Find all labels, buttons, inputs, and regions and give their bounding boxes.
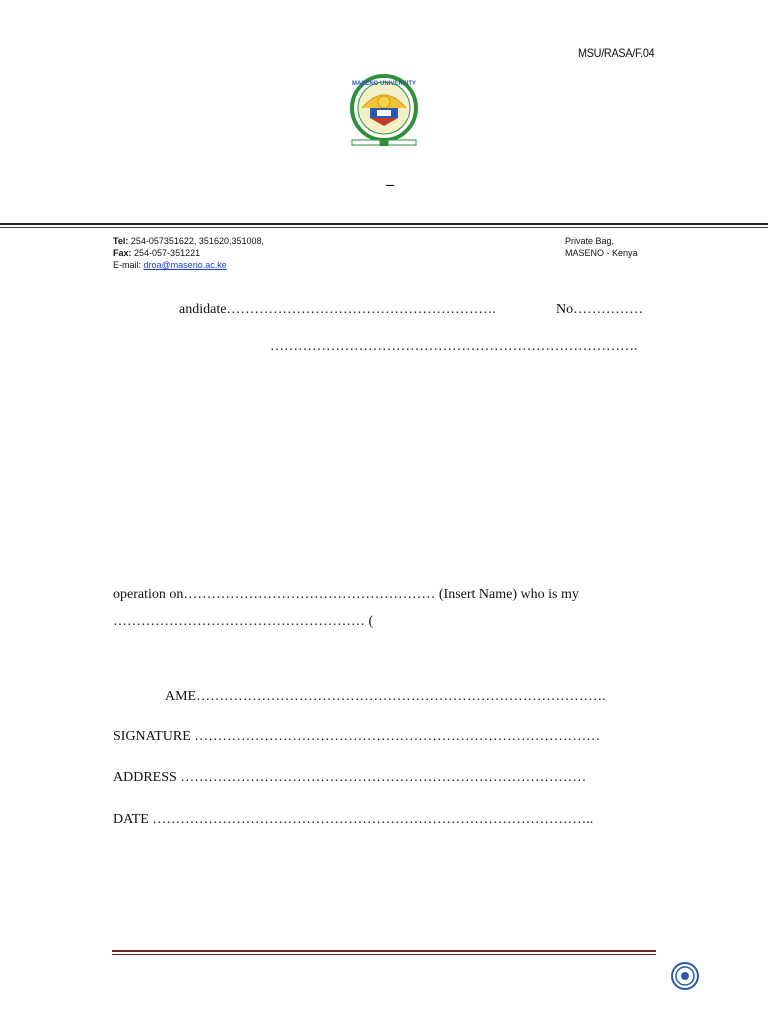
candidate-number-field[interactable]: No…………… [556,302,644,317]
footer-rule [112,950,656,952]
address-line-1: Private Bag, [565,236,615,246]
address-line-2: MASENO - Kenya [565,248,638,258]
operation-line[interactable]: operation on……………………………………………… (Insert Name) who is my [113,587,579,602]
email-line: E-mail: droa@maseno.ac.ke [113,260,227,270]
footer-seal-icon [671,962,699,990]
candidate-field[interactable]: andidate…………………………………………………. [179,302,496,317]
title-dash: – [386,176,394,193]
contact-block [113,235,264,271]
email-link[interactable]: droa@maseno.ac.ke [143,260,227,270]
name-field[interactable]: AME……………………………………………………………………………. [165,689,606,704]
form-code: MSU/RASA/F.04 [578,46,655,60]
tel-line: Tel: 254-057351622, 351620,351008, [113,236,264,246]
date-field[interactable]: DATE ………………………………………………………………………………….. [113,812,594,827]
footer-rule-thin [112,954,656,955]
fax-line: Fax: 254-057-351221 [113,248,201,258]
header-rule [0,223,768,225]
header-rule-thin [0,227,768,228]
logo-text: MASENO UNIVERSITY [351,81,417,87]
signature-field[interactable]: SIGNATURE …………………………………………………………………………… [113,729,601,744]
second-line-field[interactable]: ……………………………………………………………………. [270,339,638,354]
university-logo [348,74,420,154]
address-field[interactable]: ADDRESS …………………………………………………………………………… [113,770,587,785]
relation-line[interactable]: ……………………………………………… ( [113,614,374,629]
postal-address [565,235,638,259]
